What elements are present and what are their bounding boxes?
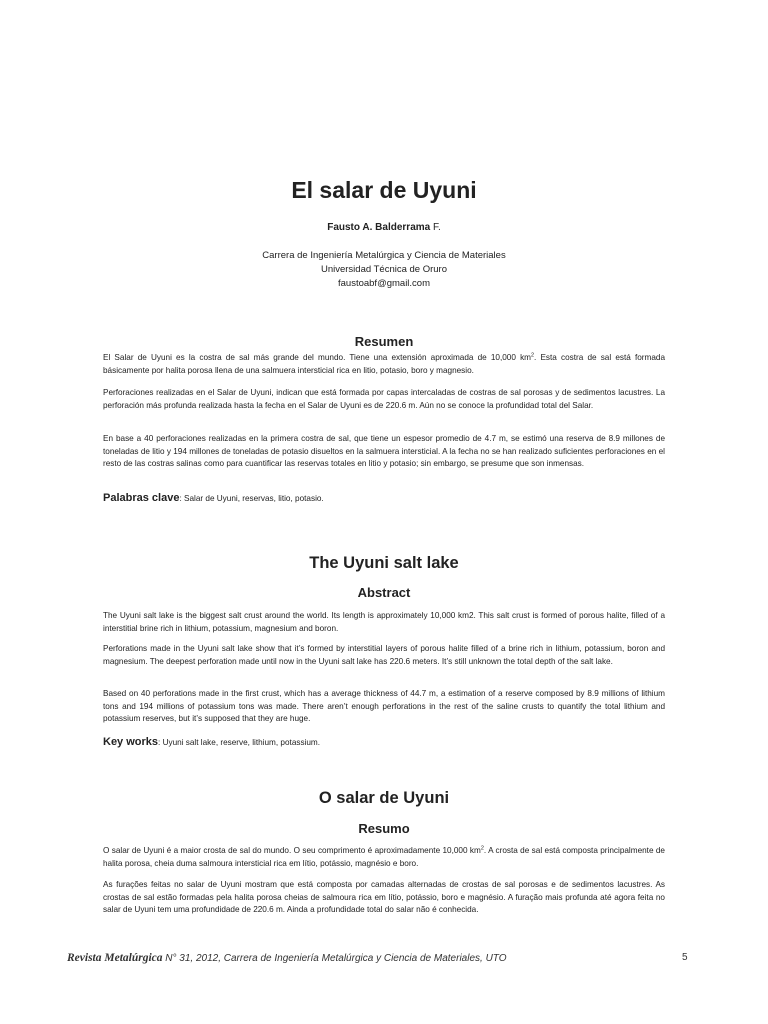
resumo-p1-text-a: O salar de Uyuni é a maior crosta de sal do mundo. O seu comprimento é aproximadamente 10,000 km: [103, 846, 481, 855]
footer-citation: N° 31, 2012, Carrera de Ingeniería Metalúrgica y Ciencia de Materiales, UTO: [162, 953, 507, 964]
page-footer: [67, 952, 697, 964]
resumo-heading: Resumo: [358, 821, 410, 836]
key-works: [103, 736, 665, 748]
journal-name: Revista Metalúrgica: [67, 952, 163, 964]
affiliation-department: Carrera de Ingeniería Metalúrgica y Ciencia de Materiales: [262, 250, 506, 261]
paper-title: El salar de Uyuni: [291, 177, 477, 203]
resumen-p1-superscript: 2: [530, 352, 535, 359]
resumen-heading: Resumen: [354, 334, 414, 349]
page-number: 5: [682, 952, 688, 963]
resumen-paragraph-3: En base a 40 perforaciones realizadas en la primera costra de sal, que tiene un espesor promedio de 4.7 m, se estimó una reserva de 8.9 millones de toneladas de litio y 194 millones de toneladas de potasio disueltos en la salmuera intersticial. A la fecha no se han realizado suficientes perforaciones en el resto de las costras salinas como para cuantificar las reservas totales en litio y potasio; sin embargo, se presume que son inmensas.: [103, 434, 665, 469]
resumen-p1-text-b: . Esta costra de sal está formada básicamente por halita porosa llena de una salmuera intersticial rica en litio, potasio, boro y magnesio.: [103, 353, 665, 375]
key-works-label: Key works: [103, 736, 159, 748]
affiliation-block: [0, 249, 768, 291]
affiliation-university: Universidad Técnica de Oruro: [320, 264, 448, 275]
abstract-paragraph-1: The Uyuni salt lake is the biggest salt crust around the world. Its length is approximately 10,000 km2. This salt crust is formed of porous halite, filled of a interstitial brine rich in lithium, potassium, magnesium and boron.: [103, 611, 665, 633]
abstract-heading: Abstract: [357, 585, 411, 600]
author-line: [0, 222, 768, 233]
abstract-paragraph-3: Based on 40 perforations made in the first crust, which has a average thickness of 44.7 m, a estimation of a reserve composed by 8.9 millions of lithium tons and 194 millions of potassium tons was made. There aren’t enough perforations in the rest of the saline crusts to quantify the total lithium and potassium reserves, but it’s supposed that they are huge.: [103, 689, 665, 724]
resumo-paragraph-1: [103, 845, 665, 870]
author-initial: F.: [433, 222, 441, 233]
resumo-p1-superscript: 2: [480, 845, 484, 852]
resumen-paragraph-1: [103, 352, 665, 377]
palabras-clave: [103, 492, 665, 504]
palabras-clave-label: Palabras clave: [103, 492, 180, 504]
portuguese-title: O salar de Uyuni: [318, 789, 450, 807]
author-email[interactable]: faustoabf@gmail.com: [337, 278, 431, 289]
palabras-clave-text: : Salar de Uyuni, reservas, litio, potasio.: [179, 494, 324, 503]
english-title: The Uyuni salt lake: [309, 554, 459, 572]
key-works-text: : Uyuni salt lake, reserve, lithium, potassium.: [158, 738, 321, 747]
resumen-paragraph-2: Perforaciones realizadas en el Salar de Uyuni, indican que está formada por capas intercaladas de costras de sal porosas y de sedimentos lacustres. La perforación más profunda realizada hasta la fecha en el Salar de Uyuni es de 220.6 m. Aún no se conoce la profundidad total del Salar.: [103, 388, 665, 410]
resumo-paragraph-2: As furações feitas no salar de Uyuni mostram que está composta por camadas alternadas de crostas de sal porosas e de sedimentos lacustres. As crostas de sal estão formadas pela halita porosa cheias de salmoura rica em lítio, potássio, boro e magnésio. A furação mais profunda até agora feita no salar de Uyuni tem uma profundidade de 220.6 m. Ainda a profundidade total do salar não é conhecida.: [103, 880, 665, 915]
resumen-p1-text-a: El Salar de Uyuni es la costra de sal más grande del mundo. Tiene una extensión aproximada de 10,000 km: [103, 353, 531, 362]
resumo-p1-text-b: . A crosta de sal está composta principalmente de halita porosa, cheia duma salmoura intersticial rica em lítio, potássio, magnésio e boro.: [103, 846, 665, 868]
author-name: Fausto A. Balderrama: [327, 222, 431, 233]
abstract-paragraph-2: Perforations made in the Uyuni salt lake show that it’s formed by interstitial layers of porous halite filled of a brine rich in lithium, potassium, boron and magnesium. The deepest perforation made until now in the Uyuni salt lake has 220.6 meters. It’s still unknown the total depth of the salt lake.: [103, 644, 665, 666]
